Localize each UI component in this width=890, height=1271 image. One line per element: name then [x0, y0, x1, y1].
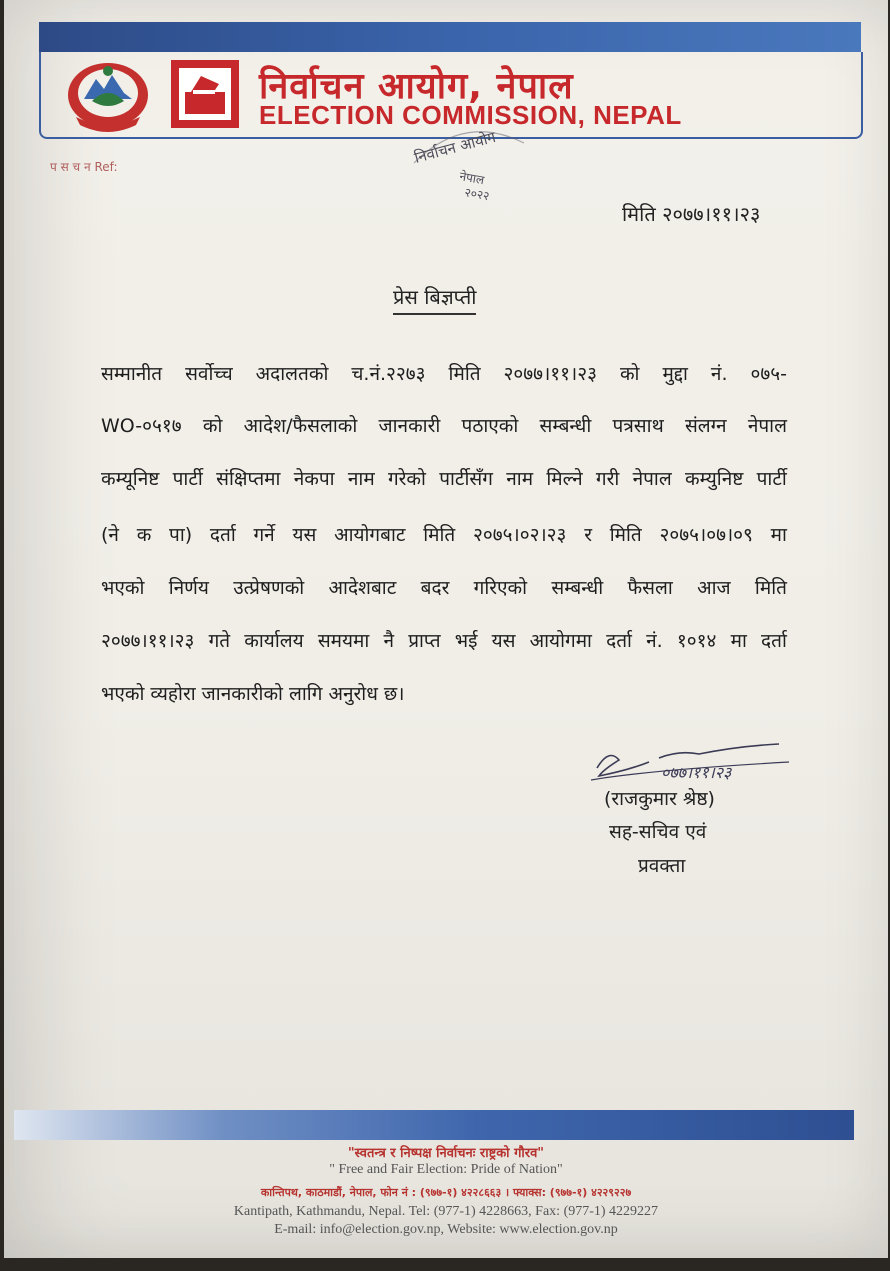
body-word: र [584, 524, 592, 546]
body-word: कार्यालय [244, 630, 304, 652]
body-word: गरिएको [473, 577, 528, 599]
body-word: आयोगमा [529, 630, 592, 652]
body-word: पठाएको [461, 415, 519, 437]
body-word: दर्ता [209, 524, 236, 546]
footer-slogan-english: " Free and Fair Election: Pride of Nation" [329, 1162, 563, 1177]
signatory-role: प्रवक्ता [638, 855, 686, 877]
title-english: ELECTION COMMISSION, NEPAL [259, 100, 682, 130]
body-word: सम्बन्धी [551, 577, 604, 599]
body-word: मिति [609, 524, 642, 546]
body-word: बदर [420, 577, 450, 599]
body-word: ०७५- [750, 363, 787, 385]
body-word: निर्णय [168, 577, 209, 599]
body-word: सर्वोच्च [185, 363, 233, 385]
body-word: च.नं.२२७३ [351, 363, 426, 385]
body-word: (ने [101, 524, 119, 546]
body-word: को [202, 415, 223, 437]
handwritten-signature [589, 740, 804, 785]
footer-address-nepali: कान्तिपथ, काठमाडौं, नेपाल, फोन नं : (९७७-१) ४२२८६६३ । फ्याक्स: (९७७-१) ४२२९२२७ [260, 1186, 632, 1199]
signatory-name: (राजकुमार श्रेष्ठ) [604, 788, 715, 810]
official-stamp [404, 118, 534, 203]
body-word: दर्ता [606, 630, 632, 652]
body-word: को [619, 363, 640, 385]
body-word: भई [454, 630, 478, 652]
body-word: यस [292, 524, 317, 546]
body-word: मिल्ने [546, 468, 583, 490]
body-word: नै [383, 630, 395, 652]
press-release-heading: प्रेस बिज्ञप्ती [393, 283, 476, 315]
title-nepali: निर्वाचन आयोग, नेपाल [259, 66, 574, 107]
body-word: पत्रसाथ [612, 415, 664, 437]
body-word: क [136, 524, 152, 546]
body-line [101, 574, 787, 600]
footer-contact: E-mail: info@election.gov.np, Website: www.election.gov.np [274, 1222, 618, 1237]
body-word: २०७७।११।२३ [503, 363, 597, 385]
body-word: गरी [595, 468, 620, 490]
body-word: उत्प्रेषणको [233, 577, 305, 599]
body-word: आज [697, 577, 731, 599]
body-word: मिति [754, 577, 787, 599]
body-word: २०७५।०२।२३ [473, 524, 567, 546]
body-word: प्राप्त [408, 630, 441, 652]
body-word: गते [208, 630, 231, 652]
body-word: जानकारी [378, 415, 441, 437]
body-word: मिति [448, 363, 481, 385]
body-line [101, 627, 787, 653]
body-word: नेकपा [293, 468, 335, 490]
body-word: यस [491, 630, 516, 652]
footer-slogan-nepali: "स्वतन्त्र र निष्पक्ष निर्वाचनः राष्ट्रको गौरव" [347, 1146, 545, 1161]
body-word: मुद्दा [662, 363, 688, 385]
body-word: पार्टीसँग [439, 468, 493, 490]
body-word: आदेश/फैसलाको [243, 415, 358, 437]
body-line [101, 360, 787, 386]
body-word: संक्षिप्तमा [216, 468, 281, 490]
body-word: २०७५।०७।०९ [659, 524, 753, 546]
body-word: नाम [506, 468, 534, 490]
body-line [101, 465, 787, 491]
footer-address-english: Kantipath, Kathmandu, Nepal. Tel: (977-1) 4228663, Fax: (977-1) 4229227 [233, 1204, 659, 1219]
body-line [101, 521, 787, 547]
body-word: सम्बन्धी [539, 415, 592, 437]
body-word: पार्टी [172, 468, 203, 490]
body-word: दर्ता [761, 630, 787, 652]
body-word: नेपाल [632, 468, 672, 490]
body-word: संलग्न [684, 415, 727, 437]
body-word: अदालतको [255, 363, 329, 385]
stamp-line-1: निर्वाचन आयोग [412, 127, 498, 167]
header-blue-bar [39, 22, 861, 52]
election-commission-logo-icon [171, 60, 239, 128]
body-word: सम्मानीत [101, 363, 163, 385]
body-word: भएको [101, 577, 145, 599]
ref-label: प स च न Ref: [50, 160, 118, 174]
body-word: नं. [710, 363, 728, 385]
body-word: आयोगबाट [334, 524, 406, 546]
body-word: पा) [169, 524, 193, 546]
letter-page [4, 0, 888, 1258]
body-word: मिति [423, 524, 456, 546]
body-word: नेपाल [747, 415, 787, 437]
body-word: आदेशबाट [328, 577, 397, 599]
nepal-emblem-icon [62, 55, 154, 133]
body-word: नं. [646, 630, 663, 652]
body-line [101, 412, 787, 438]
body-word: कम्युनिष्ट [684, 468, 744, 490]
body-word: पार्टी [756, 468, 787, 490]
body-line [101, 680, 787, 706]
body-word: गर्ने [253, 524, 275, 546]
stamp-line-3: २०२२ [463, 185, 491, 203]
body-word: मा [730, 630, 747, 652]
body-word: समयमा [317, 630, 370, 652]
body-word: फैसला [627, 577, 673, 599]
body-word: कम्यूनिष्ट [101, 468, 160, 490]
body-word: नाम [347, 468, 375, 490]
footer-blue-bar [14, 1110, 854, 1140]
body-word: १०१४ [676, 630, 717, 652]
signature-date: ०७७।११।२३ [661, 763, 732, 782]
letter-date: मिति २०७७।११।२३ [622, 202, 761, 226]
stamp-line-2: नेपाल [458, 169, 486, 188]
body-word: भएको व्यहोरा जानकारीको लागि अनुरोध छ। [101, 683, 405, 705]
body-word: मा [770, 524, 787, 546]
signatory-title: सह-सचिव एवं [609, 821, 707, 843]
body-word: WO-०५१७ [101, 415, 182, 437]
body-word: २०७७।११।२३ [101, 630, 195, 652]
body-word: गरेको [387, 468, 426, 490]
